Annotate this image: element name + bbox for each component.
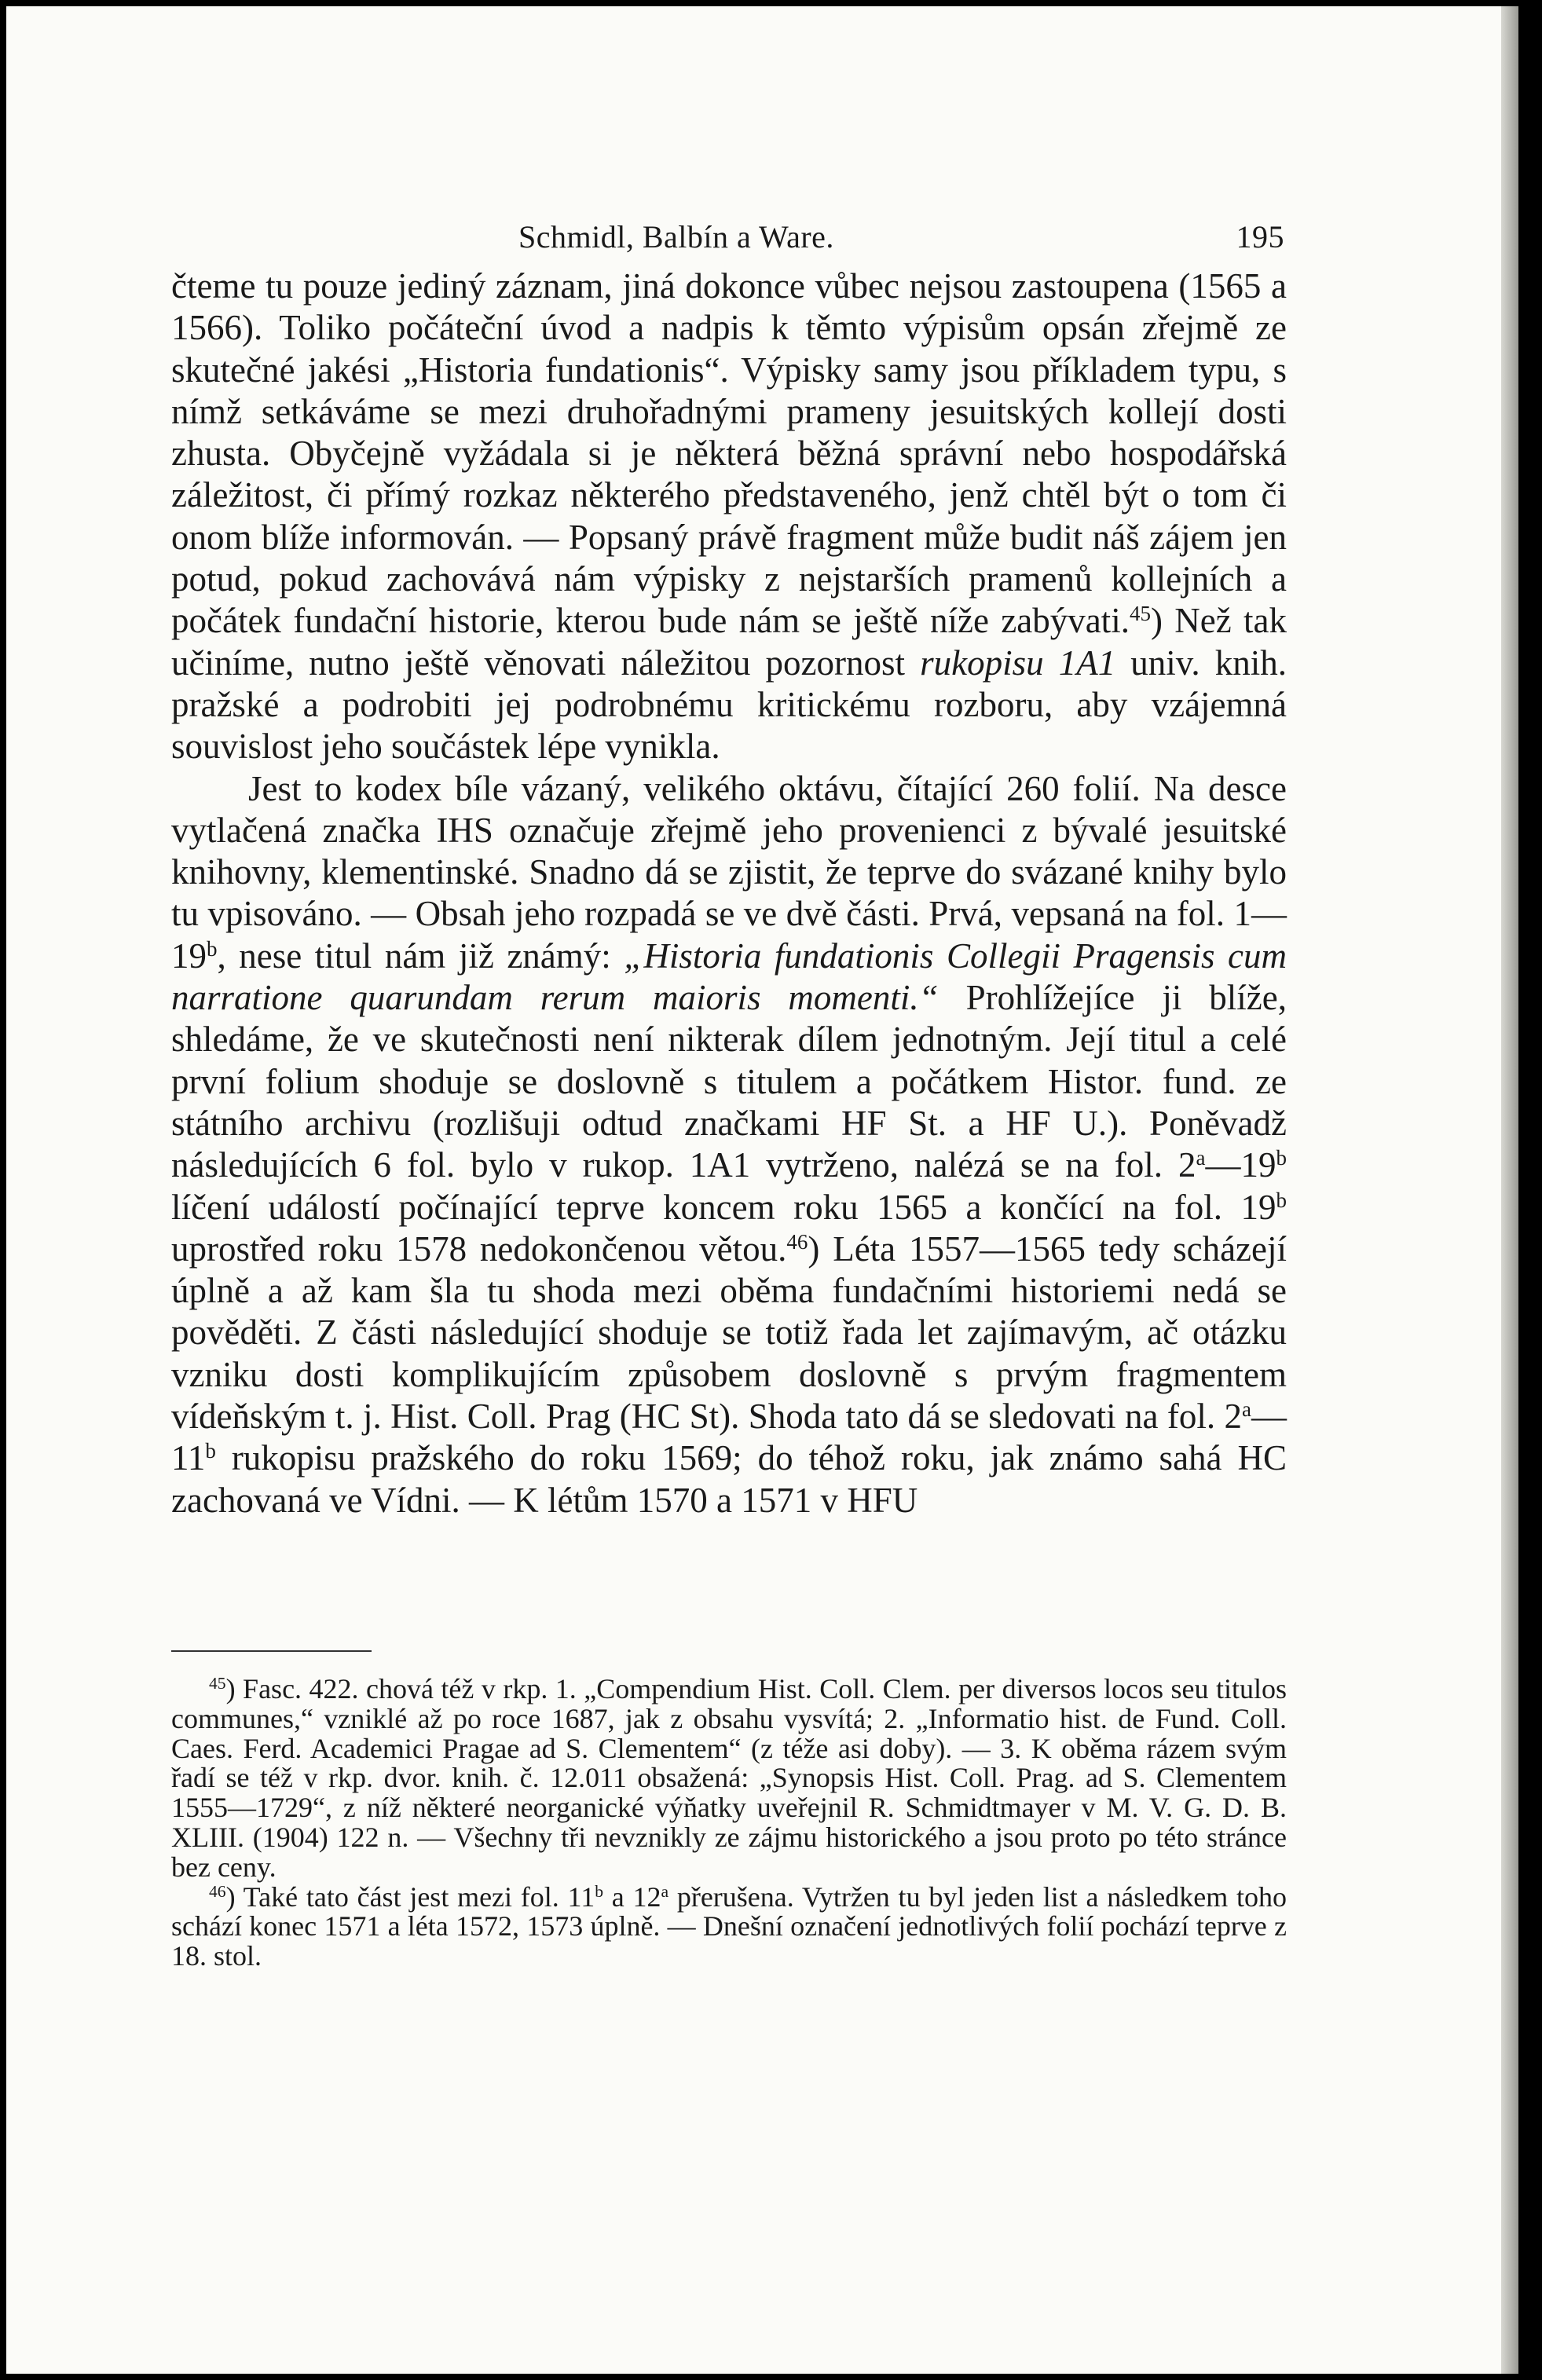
paragraph-2-text-3: Prohlížejíce ji blíže, shledáme, že ve skutečnosti není nikterak dílem jednotným. Její titul a celé první folium shoduje se doslovně s titulem a počátkem Histor. fund. ze státního archivu (rozlišuji odtud značkami HF St. a HF U.). Poněvadž následujících 6 fol. bylo v rukop. 1A1 vytrženo, nalézá se na fol. 2 (171, 978, 1287, 1185)
book-page (6, 6, 1518, 2374)
running-head (518, 218, 1284, 255)
footnote-separator (171, 1650, 372, 1652)
paragraph-1 (171, 265, 1287, 768)
footnote-text: ) Také tato část jest mezi fol. 11 (225, 1880, 595, 1913)
superscript: b (205, 1439, 216, 1463)
superscript: a (661, 1881, 669, 1901)
superscript: a (1196, 1146, 1206, 1170)
main-text (171, 265, 1287, 1521)
paragraph-1-text-2: ) Než tak učiníme, nutno ještě věnovati náležitou pozornost (171, 601, 1287, 683)
superscript: b (1276, 1188, 1287, 1212)
paragraph-2-text-5: líčení událostí počínající teprve koncem roku 1565 a končící na fol. 19 (171, 1187, 1276, 1227)
paragraph-1-text-3: univ. knih. pražské a podrobiti jej podrobnému kritickému rozboru, aby vzájemná souvislost jeho součástek lépe vynikla. (171, 643, 1287, 767)
footnote-mark: 46 (209, 1881, 226, 1901)
paragraph-2-text-9: rukopisu pražského do roku 1569; do téhož roku, jak známo sahá HC zachovaná ve Vídni. — K létům 1570 a 1571 v HFU (171, 1438, 1287, 1520)
footnote-ref-46: 46 (786, 1229, 808, 1254)
footnote-45 (171, 1675, 1287, 1883)
paragraph-2 (171, 768, 1287, 1521)
work-title: „Historia fundationis Collegii Pragensis cum narratione quarundam rerum maioris momenti.“ (171, 936, 1287, 1018)
footnote-mark: 45 (209, 1674, 226, 1693)
paragraph-1-text-1: čteme tu pouze jediný záznam, jiná dokonce vůbec nejsou zastoupena (1565 a 1566). Toliko počáteční úvod a nadpis k těmto výpisům opsán zřejmě ze skutečné jakési „Historia fundationis“. Výpisky samy jsou příkladem typu, s nímž setkáváme se mezi druhořadnými prameny jesuitských kollejí dosti zhusta. Obyčejně vyžádala si je některá běžná správní nebo hospodářská záležitost, či přímý rozkaz některého představeného, jenž chtěl být o tom či onom blíže informován. — Popsaný právě fragment může budit náš zájem jen potud, pokud zachovává nám výpisky z nejstarších pramenů kollejních a počátek fundační historie, kterou bude nám se ještě níže zabývati. (171, 266, 1287, 641)
superscript: b (595, 1881, 603, 1901)
footnotes (171, 1675, 1287, 1972)
superscript: a (1242, 1397, 1251, 1422)
page-edge-shadow (1501, 6, 1518, 2374)
page-number: 195 (1236, 219, 1284, 254)
manuscript-name: rukopisu 1A1 (920, 643, 1116, 683)
footnote-ref-45: 45 (1129, 602, 1151, 626)
superscript: b (1276, 1146, 1287, 1170)
footnote-46 (171, 1880, 1287, 1972)
paragraph-2-text-1: Jest to kodex bíle vázaný, velikého oktávu, čítající 260 folií. Na desce vytlačená značka IHS označuje zřejmě jeho provenienci z bývalé jesuitské knihovny, klementinské. Snadno dá se zjistit, že teprve do svázané knihy bylo tu vpisováno. — Obsah jeho rozpadá se ve dvě části. Prvá, vepsaná na fol. 1—19 (171, 768, 1287, 976)
paragraph-2-text-6: uprostřed roku 1578 nedokončenou větou. (171, 1228, 787, 1269)
footnote-text: přerušena. Vytržen tu byl jeden list a následkem toho schází konec 1571 a léta 1572, 1573 úplně. — Dnešní označení jednotlivých folií pochází teprve z 18. stol. (171, 1880, 1287, 1972)
footnote-text: a 12 (603, 1880, 661, 1913)
paragraph-2-text-7: ) Léta 1557—1565 tedy scházejí úplně a až kam šla tu shoda mezi oběma fundačními historiemi nedá se pověděti. Z části následující shoduje se totiž řada let zajímavým, ač otázku vzniku dosti komplikujícím způsobem doslovně s prvým fragmentem vídeňským t. j. Hist. Coll. Prag (HC St). Shoda tato dá se sledovati na fol. 2 (171, 1228, 1287, 1437)
superscript: b (207, 936, 218, 961)
paragraph-2-text-4: —19 (1205, 1145, 1276, 1185)
paragraph-2-text-8: —11 (171, 1397, 1287, 1478)
running-head-title: Schmidl, Balbín a Ware. (518, 219, 834, 254)
footnote-text: ) Fasc. 422. chová též v rkp. 1. „Compendium Hist. Coll. Clem. per diversos locos seu titulos communes,“ vzniklé až po roce 1687, jak z obsahu vysvítá; 2. „Informatio hist. de Fund. Coll. Caes. Ferd. Academici Pragae ad S. Clementem“ (z téže asi doby). — 3. K oběma rázem svým řadí se též v rkp. dvor. knih. č. 12.011 obsažená: „Synopsis Hist. Coll. Prag. ad S. Clementem 1555—1729“, z níž některé neorganické výňatky uveřejnil R. Schmidtmayer v M. V. G. D. B. XLIII. (1904) 122 n. — Všechny tři nevznikly ze zájmu historického a jsou proto po této stránce bez ceny. (171, 1673, 1287, 1883)
paragraph-2-text-2: , nese titul nám již známý: (217, 936, 624, 976)
